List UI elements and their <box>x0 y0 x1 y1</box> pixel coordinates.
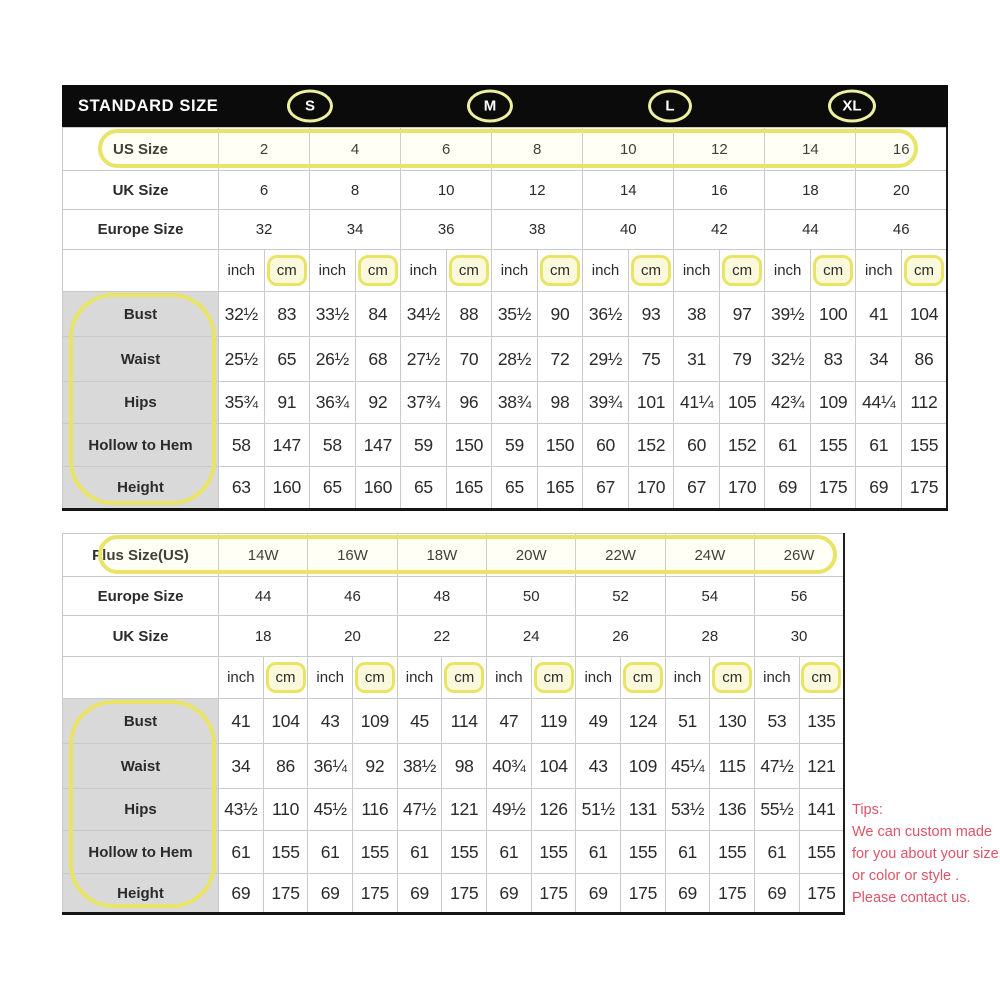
size-value-cell: 42 <box>674 210 765 250</box>
cm-highlight-box: cm <box>449 255 489 286</box>
measure-value-cell: 26½ <box>310 337 356 382</box>
measure-value-cell: 165 <box>537 467 583 510</box>
measure-value-cell: 55½ <box>755 789 800 831</box>
measure-value-cell: 105 <box>719 382 765 424</box>
row-label: Bust <box>63 699 219 744</box>
measure-value-cell: 119 <box>531 699 576 744</box>
measure-value-cell: 42¾ <box>765 382 811 424</box>
size-value-cell: 20 <box>308 616 397 657</box>
size-value-cell: 10 <box>401 171 492 210</box>
measure-value-cell: 35¾ <box>219 382 265 424</box>
size-value-cell: 30 <box>755 616 844 657</box>
tips-line: Please contact us. <box>852 890 971 906</box>
measure-row-height <box>63 874 845 914</box>
unit-cm-cell <box>355 250 401 292</box>
measure-value-cell: 25½ <box>219 337 265 382</box>
unit-inch-cell: inch <box>765 250 811 292</box>
measure-value-cell: 114 <box>442 699 487 744</box>
size-value-cell: 18W <box>397 534 486 577</box>
measure-value-cell: 70 <box>446 337 492 382</box>
measure-value-cell: 38¾ <box>492 382 538 424</box>
measure-value-cell: 69 <box>397 874 442 914</box>
measure-value-cell: 39¾ <box>583 382 629 424</box>
measure-value-cell: 29½ <box>583 337 629 382</box>
measure-value-cell: 34½ <box>401 292 447 337</box>
measure-value-cell: 91 <box>264 382 310 424</box>
cm-highlight-box: cm <box>712 662 752 693</box>
measure-row-waist <box>63 744 845 789</box>
measure-value-cell: 116 <box>353 789 398 831</box>
size-value-cell: 34 <box>310 210 401 250</box>
measure-value-cell: 100 <box>810 292 856 337</box>
unit-cm-cell <box>442 657 487 699</box>
unit-inch-cell: inch <box>856 250 902 292</box>
size-value-cell: 20 <box>856 171 947 210</box>
measure-value-cell: 47½ <box>755 744 800 789</box>
measure-value-cell: 155 <box>442 831 487 874</box>
row-label: Hips <box>63 789 219 831</box>
unit-cm-cell <box>264 250 310 292</box>
size-value-cell: 14 <box>765 128 856 171</box>
measure-value-cell: 150 <box>537 424 583 467</box>
size-value-cell: 22W <box>576 534 665 577</box>
size-value-cell: 8 <box>492 128 583 171</box>
measure-value-cell: 86 <box>263 744 308 789</box>
measure-value-cell: 147 <box>355 424 401 467</box>
measure-value-cell: 45 <box>397 699 442 744</box>
cm-highlight-box: cm <box>358 255 398 286</box>
size-badge-m: M <box>467 90 513 123</box>
measure-value-cell: 43½ <box>219 789 264 831</box>
measure-value-cell: 69 <box>665 874 710 914</box>
measure-value-cell: 175 <box>353 874 398 914</box>
measure-value-cell: 61 <box>219 831 264 874</box>
size-badge-l: L <box>648 90 692 123</box>
unit-inch-cell: inch <box>308 657 353 699</box>
size-value-cell: 12 <box>674 128 765 171</box>
size-value-cell: 6 <box>401 128 492 171</box>
size-badge-xl: XL <box>828 90 876 123</box>
row-label: Plus Size(US) <box>63 534 219 577</box>
measure-value-cell: 61 <box>856 424 902 467</box>
unit-inch-cell: inch <box>401 250 447 292</box>
measure-value-cell: 51 <box>665 699 710 744</box>
units-row-label-empty <box>63 250 219 292</box>
measure-value-cell: 69 <box>219 874 264 914</box>
tips-line: or color or style . <box>852 868 960 884</box>
measure-value-cell: 175 <box>799 874 844 914</box>
row-label: US Size <box>63 128 219 171</box>
measure-value-cell: 59 <box>492 424 538 467</box>
measure-value-cell: 155 <box>710 831 755 874</box>
measure-value-cell: 63 <box>219 467 265 510</box>
unit-cm-cell <box>263 657 308 699</box>
measure-value-cell: 126 <box>531 789 576 831</box>
measure-value-cell: 65 <box>310 467 356 510</box>
cm-highlight-box: cm <box>631 255 671 286</box>
measure-value-cell: 38 <box>674 292 720 337</box>
unit-inch-cell: inch <box>583 250 629 292</box>
measure-value-cell: 83 <box>810 337 856 382</box>
size-value-cell: 44 <box>219 577 308 616</box>
cm-highlight-box: cm <box>801 662 841 693</box>
size-value-cell: 40 <box>583 210 674 250</box>
measure-value-cell: 175 <box>531 874 576 914</box>
row-label: Hips <box>63 382 219 424</box>
measure-value-cell: 136 <box>710 789 755 831</box>
measure-value-cell: 155 <box>810 424 856 467</box>
unit-cm-cell <box>537 250 583 292</box>
unit-cm-cell <box>628 250 674 292</box>
measure-value-cell: 115 <box>710 744 755 789</box>
measure-value-cell: 152 <box>719 424 765 467</box>
cm-highlight-box: cm <box>267 255 307 286</box>
unit-cm-cell <box>799 657 844 699</box>
measure-value-cell: 72 <box>537 337 583 382</box>
measure-value-cell: 53 <box>755 699 800 744</box>
measure-value-cell: 112 <box>901 382 947 424</box>
standard-size-title: STANDARD SIZE <box>78 96 219 115</box>
measure-value-cell: 61 <box>755 831 800 874</box>
cm-highlight-box: cm <box>623 662 663 693</box>
measure-value-cell: 110 <box>263 789 308 831</box>
measure-value-cell: 43 <box>576 744 621 789</box>
measure-value-cell: 165 <box>446 467 492 510</box>
measure-value-cell: 121 <box>799 744 844 789</box>
tips-line: Tips: <box>852 802 883 818</box>
measure-value-cell: 121 <box>442 789 487 831</box>
measure-value-cell: 41 <box>856 292 902 337</box>
measure-value-cell: 33½ <box>310 292 356 337</box>
measure-row-hips <box>63 789 845 831</box>
size-value-cell: 16 <box>674 171 765 210</box>
unit-cm-cell <box>901 250 947 292</box>
measure-value-cell: 170 <box>719 467 765 510</box>
measure-value-cell: 152 <box>628 424 674 467</box>
measure-value-cell: 61 <box>576 831 621 874</box>
size-value-cell: 28 <box>665 616 754 657</box>
measure-value-cell: 124 <box>621 699 666 744</box>
plus-size-table-section <box>62 533 845 915</box>
measure-value-cell: 41¼ <box>674 382 720 424</box>
row-label: Hollow to Hem <box>63 831 219 874</box>
unit-cm-cell <box>353 657 398 699</box>
size-value-cell: 26 <box>576 616 665 657</box>
measure-value-cell: 59 <box>401 424 447 467</box>
measure-value-cell: 175 <box>442 874 487 914</box>
measure-value-cell: 53½ <box>665 789 710 831</box>
size-row-us-size <box>63 128 948 171</box>
measure-value-cell: 49½ <box>487 789 532 831</box>
row-label: Hollow to Hem <box>63 424 219 467</box>
unit-inch-cell: inch <box>219 657 264 699</box>
measure-value-cell: 98 <box>442 744 487 789</box>
unit-inch-cell: inch <box>755 657 800 699</box>
measure-row-bust <box>63 699 845 744</box>
size-value-cell: 20W <box>487 534 576 577</box>
measure-value-cell: 36½ <box>583 292 629 337</box>
measure-row-hollow-to-hem <box>63 831 845 874</box>
row-label: Height <box>63 467 219 510</box>
measure-value-cell: 135 <box>799 699 844 744</box>
size-value-cell: 14 <box>583 171 674 210</box>
size-value-cell: 2 <box>219 128 310 171</box>
size-row-uk-size <box>63 171 948 210</box>
measure-value-cell: 104 <box>263 699 308 744</box>
measure-value-cell: 75 <box>628 337 674 382</box>
measure-value-cell: 160 <box>355 467 401 510</box>
size-value-cell: 16 <box>856 128 947 171</box>
units-row-label-empty <box>63 657 219 699</box>
measure-value-cell: 109 <box>621 744 666 789</box>
standard-size-header-bar <box>62 85 948 127</box>
measure-value-cell: 41 <box>219 699 264 744</box>
measure-value-cell: 79 <box>719 337 765 382</box>
measure-value-cell: 69 <box>755 874 800 914</box>
measure-value-cell: 131 <box>621 789 666 831</box>
measure-value-cell: 60 <box>674 424 720 467</box>
cm-highlight-box: cm <box>534 662 574 693</box>
size-value-cell: 24W <box>665 534 754 577</box>
unit-inch-cell: inch <box>674 250 720 292</box>
size-row-plus-size-us- <box>63 534 845 577</box>
size-value-cell: 44 <box>765 210 856 250</box>
size-value-cell: 36 <box>401 210 492 250</box>
measure-value-cell: 49 <box>576 699 621 744</box>
measure-value-cell: 32½ <box>219 292 265 337</box>
size-value-cell: 46 <box>856 210 947 250</box>
measure-value-cell: 34 <box>856 337 902 382</box>
unit-inch-cell: inch <box>665 657 710 699</box>
measure-value-cell: 92 <box>353 744 398 789</box>
row-label: UK Size <box>63 616 219 657</box>
size-value-cell: 52 <box>576 577 665 616</box>
measure-value-cell: 69 <box>308 874 353 914</box>
measure-value-cell: 40¾ <box>487 744 532 789</box>
measure-value-cell: 39½ <box>765 292 811 337</box>
measure-value-cell: 67 <box>674 467 720 510</box>
measure-value-cell: 34 <box>219 744 264 789</box>
row-label: Waist <box>63 337 219 382</box>
unit-inch-cell: inch <box>487 657 532 699</box>
measure-value-cell: 69 <box>576 874 621 914</box>
measure-value-cell: 155 <box>799 831 844 874</box>
measure-value-cell: 65 <box>264 337 310 382</box>
unit-cm-cell <box>621 657 666 699</box>
measure-value-cell: 68 <box>355 337 401 382</box>
measure-value-cell: 175 <box>263 874 308 914</box>
measure-value-cell: 32½ <box>765 337 811 382</box>
measure-value-cell: 37¾ <box>401 382 447 424</box>
measure-value-cell: 45½ <box>308 789 353 831</box>
cm-highlight-box: cm <box>540 255 580 286</box>
unit-inch-cell: inch <box>219 250 265 292</box>
measure-value-cell: 175 <box>901 467 947 510</box>
measure-value-cell: 47 <box>487 699 532 744</box>
measure-value-cell: 155 <box>901 424 947 467</box>
measure-value-cell: 109 <box>353 699 398 744</box>
size-value-cell: 14W <box>219 534 308 577</box>
measure-value-cell: 155 <box>531 831 576 874</box>
measure-value-cell: 61 <box>308 831 353 874</box>
size-row-europe-size <box>63 577 845 616</box>
cm-highlight-box: cm <box>722 255 762 286</box>
standard-size-table-section <box>62 85 948 511</box>
tips-line: We can custom made <box>852 824 992 840</box>
cm-highlight-box: cm <box>904 255 944 286</box>
size-value-cell: 48 <box>397 577 486 616</box>
cm-highlight-box: cm <box>266 662 306 693</box>
measure-value-cell: 86 <box>901 337 947 382</box>
unit-inch-cell: inch <box>492 250 538 292</box>
size-value-cell: 22 <box>397 616 486 657</box>
measure-value-cell: 44¼ <box>856 382 902 424</box>
size-value-cell: 26W <box>755 534 844 577</box>
unit-cm-cell <box>531 657 576 699</box>
measure-value-cell: 61 <box>765 424 811 467</box>
measure-value-cell: 61 <box>665 831 710 874</box>
measure-value-cell: 175 <box>621 874 666 914</box>
size-value-cell: 18 <box>219 616 308 657</box>
size-value-cell: 18 <box>765 171 856 210</box>
unit-cm-cell <box>810 250 856 292</box>
size-value-cell: 8 <box>310 171 401 210</box>
measure-value-cell: 97 <box>719 292 765 337</box>
measure-value-cell: 96 <box>446 382 492 424</box>
size-value-cell: 24 <box>487 616 576 657</box>
measure-value-cell: 67 <box>583 467 629 510</box>
unit-cm-cell <box>719 250 765 292</box>
row-label: UK Size <box>63 171 219 210</box>
row-label: Bust <box>63 292 219 337</box>
measure-value-cell: 28½ <box>492 337 538 382</box>
measure-value-cell: 31 <box>674 337 720 382</box>
unit-cm-cell <box>446 250 492 292</box>
measure-value-cell: 90 <box>537 292 583 337</box>
unit-cm-cell <box>710 657 755 699</box>
measure-value-cell: 92 <box>355 382 401 424</box>
measure-value-cell: 69 <box>856 467 902 510</box>
size-value-cell: 6 <box>219 171 310 210</box>
measure-value-cell: 47½ <box>397 789 442 831</box>
measure-value-cell: 58 <box>310 424 356 467</box>
row-label: Europe Size <box>63 577 219 616</box>
measure-row-hollow-to-hem <box>63 424 948 467</box>
cm-highlight-box: cm <box>813 255 853 286</box>
cm-highlight-box: cm <box>444 662 484 693</box>
measure-value-cell: 141 <box>799 789 844 831</box>
size-value-cell: 38 <box>492 210 583 250</box>
size-value-cell: 54 <box>665 577 754 616</box>
measure-value-cell: 45¼ <box>665 744 710 789</box>
measure-value-cell: 101 <box>628 382 674 424</box>
units-row <box>63 657 845 699</box>
size-value-cell: 56 <box>755 577 844 616</box>
measure-value-cell: 69 <box>765 467 811 510</box>
measure-value-cell: 58 <box>219 424 265 467</box>
measure-value-cell: 104 <box>531 744 576 789</box>
measure-value-cell: 60 <box>583 424 629 467</box>
measure-row-hips <box>63 382 948 424</box>
measure-value-cell: 43 <box>308 699 353 744</box>
measure-value-cell: 88 <box>446 292 492 337</box>
measure-value-cell: 109 <box>810 382 856 424</box>
measure-value-cell: 51½ <box>576 789 621 831</box>
measure-value-cell: 36¼ <box>308 744 353 789</box>
tips-line: for you about your size <box>852 846 999 862</box>
measure-value-cell: 130 <box>710 699 755 744</box>
measure-value-cell: 150 <box>446 424 492 467</box>
measure-value-cell: 38½ <box>397 744 442 789</box>
units-row <box>63 250 948 292</box>
row-label: Waist <box>63 744 219 789</box>
measure-row-height <box>63 467 948 510</box>
measure-value-cell: 104 <box>901 292 947 337</box>
size-value-cell: 46 <box>308 577 397 616</box>
unit-inch-cell: inch <box>310 250 356 292</box>
plus-size-table <box>62 533 845 915</box>
measure-value-cell: 160 <box>264 467 310 510</box>
measure-value-cell: 155 <box>621 831 666 874</box>
measure-value-cell: 175 <box>710 874 755 914</box>
unit-inch-cell: inch <box>576 657 621 699</box>
measure-value-cell: 65 <box>492 467 538 510</box>
size-value-cell: 16W <box>308 534 397 577</box>
unit-inch-cell: inch <box>397 657 442 699</box>
measure-value-cell: 61 <box>397 831 442 874</box>
standard-size-table <box>62 127 948 511</box>
measure-value-cell: 36¾ <box>310 382 356 424</box>
measure-value-cell: 98 <box>537 382 583 424</box>
measure-value-cell: 147 <box>264 424 310 467</box>
measure-value-cell: 93 <box>628 292 674 337</box>
measure-row-waist <box>63 337 948 382</box>
size-value-cell: 4 <box>310 128 401 171</box>
tips-note <box>852 799 1000 909</box>
size-value-cell: 10 <box>583 128 674 171</box>
measure-value-cell: 84 <box>355 292 401 337</box>
measure-row-bust <box>63 292 948 337</box>
size-value-cell: 50 <box>487 577 576 616</box>
measure-value-cell: 61 <box>487 831 532 874</box>
measure-value-cell: 170 <box>628 467 674 510</box>
row-label: Europe Size <box>63 210 219 250</box>
size-value-cell: 12 <box>492 171 583 210</box>
measure-value-cell: 155 <box>263 831 308 874</box>
measure-value-cell: 69 <box>487 874 532 914</box>
measure-value-cell: 83 <box>264 292 310 337</box>
measure-value-cell: 155 <box>353 831 398 874</box>
row-label: Height <box>63 874 219 914</box>
size-value-cell: 32 <box>219 210 310 250</box>
measure-value-cell: 175 <box>810 467 856 510</box>
cm-highlight-box: cm <box>355 662 395 693</box>
measure-value-cell: 65 <box>401 467 447 510</box>
measure-value-cell: 35½ <box>492 292 538 337</box>
size-badge-s: S <box>287 90 333 123</box>
measure-value-cell: 27½ <box>401 337 447 382</box>
size-row-uk-size <box>63 616 845 657</box>
size-row-europe-size <box>63 210 948 250</box>
